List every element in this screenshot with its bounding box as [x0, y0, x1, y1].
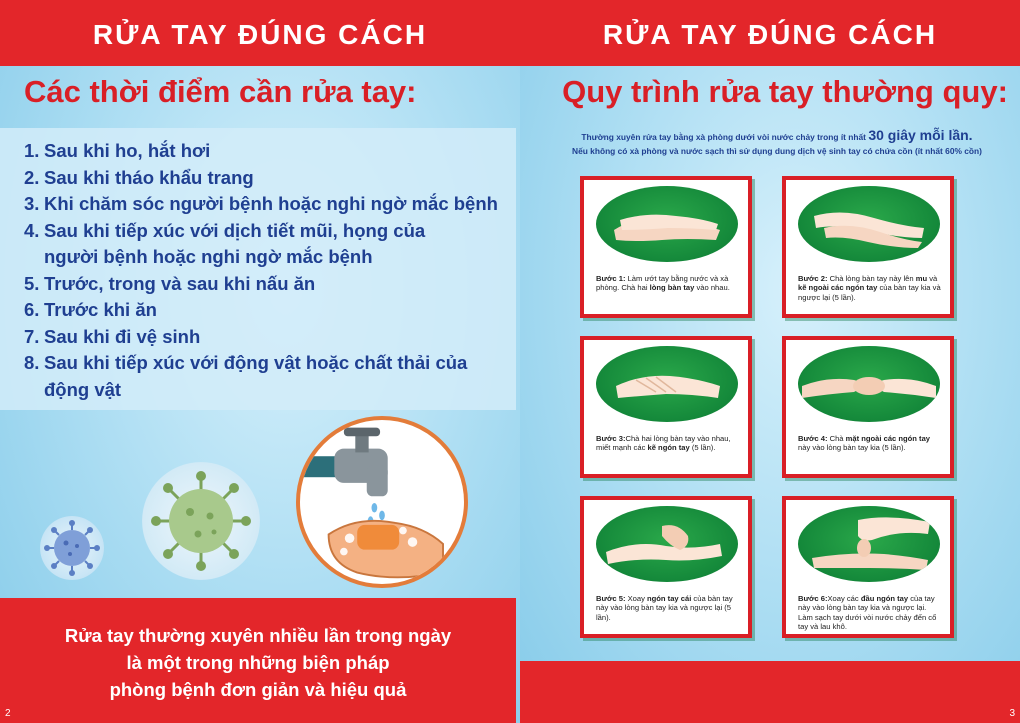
step-text: của bàn tay này vào lòng bàn tay kia và ngược lại (5 lần). — [596, 594, 733, 622]
handwash-times-list — [24, 138, 500, 403]
step-card-1 — [580, 176, 752, 318]
item-number: 5. — [24, 272, 40, 294]
step-text: Xoay các — [827, 594, 861, 603]
step-text: của bàn tay kia và ngược lại (5 lần). — [798, 283, 941, 302]
step-label: Bước 2: — [798, 274, 828, 283]
item-text: Sau khi đi vệ sinh — [44, 325, 201, 347]
hands-illustration — [596, 186, 738, 262]
hands-illustration — [596, 346, 738, 422]
step-text-bold: đầu ngón tay — [860, 594, 909, 603]
intro-line-1 — [534, 128, 1020, 144]
item-number: 8. — [24, 352, 40, 373]
step-text: Làm ướt tay bằng nước và xà phòng. Chà hai — [596, 274, 729, 293]
item-text: Sau khi ho, hắt hơi — [44, 140, 211, 161]
item-number: 6. — [24, 299, 40, 320]
page-number: 3 — [1009, 708, 1015, 719]
bottom-message-line: là một trong những biện pháp — [126, 652, 390, 673]
list-item — [24, 165, 500, 192]
intro-highlight: 30 giây mỗi lần. — [868, 127, 973, 143]
item-text: Sau khi tiếp xúc với dịch tiết mũi, họng của người bệnh hoặc nghi ngờ mắc bệnh — [44, 219, 426, 267]
list-item — [24, 324, 500, 351]
step-card-4 — [782, 336, 954, 478]
left-section-title: Các thời điểm cần rửa tay: — [24, 74, 417, 109]
left-banner: RỬA TAY ĐÚNG CÁCH — [0, 0, 520, 66]
item-number: 7. — [24, 325, 40, 347]
right-section-title: Quy trình rửa tay thường quy: — [562, 74, 1008, 109]
item-text: Sau khi tiếp xúc với động vật hoặc chất thải của động vật — [44, 352, 468, 400]
hands-illustration — [798, 506, 940, 582]
step-caption — [798, 594, 942, 632]
step-text: Chà lòng bàn tay này lên — [827, 274, 916, 283]
step-caption — [596, 434, 740, 453]
step-text-bold: ngón tay cái — [647, 594, 692, 603]
step-text: (5 lần). — [689, 443, 716, 453]
item-number: 1. — [24, 140, 40, 161]
step-caption — [596, 594, 740, 622]
hands-illustration — [798, 186, 940, 262]
item-number: 2. — [24, 166, 40, 188]
list-item — [24, 271, 500, 298]
list-item — [24, 138, 500, 165]
step-text: này vào lòng bàn tay kia (5 lần). — [798, 443, 906, 453]
item-text: Sau khi tháo khẩu trang — [44, 166, 254, 188]
item-number: 3. — [24, 193, 40, 214]
list-item — [24, 218, 500, 271]
step-card-5 — [580, 496, 752, 638]
intro-line-2: Nếu không có xà phòng và nước sạch thì sử dụng dung dịch vệ sinh tay có chứa cồn (ít nhất 60% cồn) — [572, 146, 982, 156]
step-label: Bước 1: — [596, 274, 626, 283]
step-caption — [798, 274, 942, 302]
hands-illustration — [596, 506, 738, 582]
right-banner: RỬA TAY ĐÚNG CÁCH — [520, 0, 1020, 66]
step-text: của tay này vào lòng bàn tay kia và ngược lại. Làm sạch tay dưới vòi nước chảy đến cổ tay và lau khô. — [798, 594, 937, 632]
step-label: Bước 5: — [596, 594, 626, 603]
step-card-3 — [580, 336, 752, 478]
list-item — [24, 297, 500, 324]
step-label: Bước 6: — [798, 594, 828, 603]
step-text: và — [927, 274, 938, 283]
item-number: 4. — [24, 219, 40, 241]
hands-illustration — [798, 346, 940, 422]
step-text: Xoay — [625, 594, 647, 603]
step-caption — [596, 274, 740, 293]
list-item — [24, 350, 500, 403]
step-text-bold: mặt ngoài các ngón tay — [845, 434, 931, 443]
page-number: 2 — [5, 708, 11, 719]
handwash-times-panel — [0, 128, 516, 410]
step-text-bold: kẽ ngón tay — [647, 443, 690, 453]
step-card-6 — [782, 496, 954, 638]
step-text-bold: lòng bàn tay — [649, 283, 695, 293]
step-card-2 — [782, 176, 954, 318]
step-text: vào nhau. — [694, 283, 730, 293]
faucet-handwash-icon — [296, 416, 468, 588]
list-item — [24, 191, 500, 218]
step-label: Bước 4: — [798, 434, 828, 443]
step-text: Chà — [827, 434, 846, 443]
step-text-bold: mu — [915, 274, 928, 283]
step-label: Bước 3: — [596, 434, 626, 443]
step-text-bold: kẽ ngoài các ngón tay — [798, 283, 878, 293]
bottom-strip — [520, 661, 1020, 723]
virus-icon — [142, 462, 260, 580]
right-page — [520, 0, 1020, 723]
item-text: Trước khi ăn — [44, 299, 157, 320]
intro-text — [520, 128, 1020, 158]
intro-text-main: Thường xuyên rửa tay bằng xà phòng dưới vòi nước chảy trong ít nhất — [581, 132, 866, 142]
bottom-message-line: phòng bệnh đơn giản và hiệu quả — [109, 679, 407, 700]
virus-icon — [40, 516, 104, 580]
bottom-message-line: Rửa tay thường xuyên nhiều lần trong ngày — [64, 625, 452, 646]
item-text: Khi chăm sóc người bệnh hoặc nghi ngờ mắc bệnh — [44, 193, 498, 214]
step-text: Chà hai lòng bàn tay vào nhau, miết mạnh các — [596, 434, 731, 453]
bottom-message-box — [0, 598, 516, 723]
step-caption — [798, 434, 942, 453]
item-text: Trước, trong và sau khi nấu ăn — [44, 272, 316, 294]
